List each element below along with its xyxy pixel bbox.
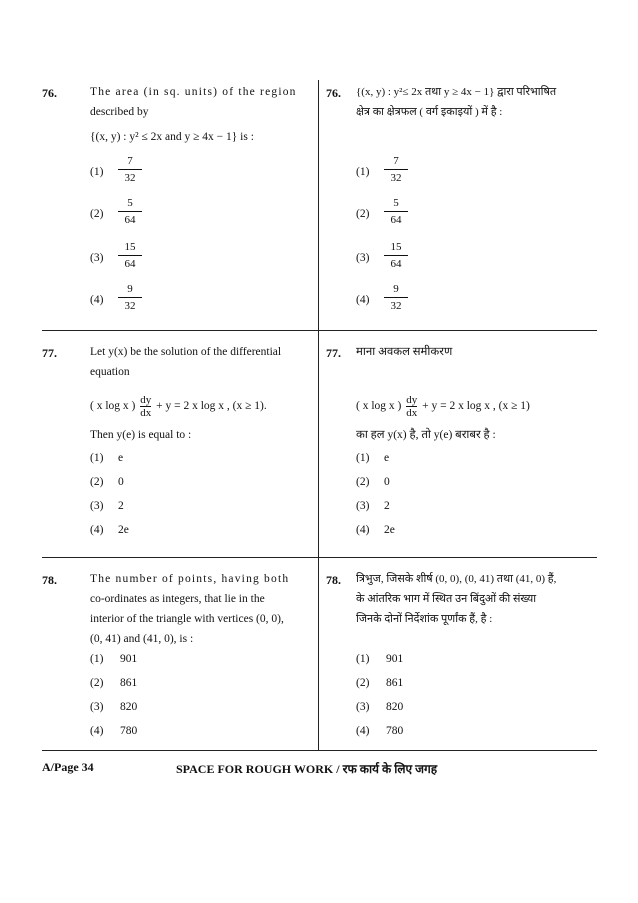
question-text: Let y(x) be the solution of the differential (90, 346, 282, 358)
option-value: 2 (384, 500, 390, 512)
option-label: (3) (356, 252, 370, 264)
question-text: के आंतरिक भाग में स्थित उन बिंदुओं की संख्या (356, 593, 537, 605)
option-value: 820 (386, 701, 404, 713)
question-text: The area (in sq. units) of the region (90, 86, 297, 98)
option-label: (4) (90, 524, 104, 536)
question-text: co-ordinates as integers, that lie in the (90, 593, 265, 605)
option-value: 2e (118, 524, 129, 536)
option-label: (3) (356, 500, 370, 512)
option-value: 780 (386, 725, 404, 737)
option-value: 861 (386, 677, 404, 689)
option-value: 901 (386, 653, 404, 665)
option-value: 0 (118, 476, 124, 488)
question-text: जिनके दोनों निर्देशांक पूर्णांक हैं, है : (356, 613, 493, 625)
option-value: 2e (384, 524, 395, 536)
option-value: 0 (384, 476, 390, 488)
option-label: (4) (90, 725, 104, 737)
option-label: (4) (90, 294, 104, 306)
rough-work-label: SPACE FOR ROUGH WORK / रफ कार्य के लिए जगह (176, 762, 438, 776)
rule-76-77 (42, 330, 597, 331)
question-text: interior of the triangle with vertices (0, 0), (90, 613, 284, 625)
option-value: 2 (118, 500, 124, 512)
option-label: (4) (356, 294, 370, 306)
question-set: {(x, y) : y² ≤ 2x and y ≥ 4x − 1} is : (90, 131, 254, 143)
option-label: (3) (90, 500, 104, 512)
question-text: Then y(e) is equal to : (90, 429, 192, 441)
option-label: (2) (90, 208, 104, 220)
question-text: described by (90, 106, 149, 118)
option-value: 780 (120, 725, 138, 737)
option-label: (2) (356, 476, 370, 488)
question-number: 78. (326, 573, 341, 587)
question-text: {(x, y) : y²≤ 2x तथा y ≥ 4x − 1} द्वारा परिभाषित (356, 86, 557, 98)
question-number: 78. (42, 573, 57, 587)
option-label: (1) (356, 166, 370, 178)
option-value: e (118, 452, 124, 464)
option-fraction: 9 32 (384, 282, 408, 313)
option-value: 901 (120, 653, 138, 665)
option-label: (1) (90, 166, 104, 178)
question-number: 76. (326, 86, 341, 100)
option-label: (1) (90, 653, 104, 665)
column-divider (318, 80, 319, 750)
option-label: (3) (90, 252, 104, 264)
question-number: 77. (326, 346, 341, 360)
differential-equation: ( x log x ) $\frac{dy}{dx}$ + y = 2 x log x , (x ≥ 1) (356, 394, 530, 419)
page-number: A/Page 34 (42, 760, 94, 774)
question-text: (0, 41) and (41, 0), is : (90, 633, 194, 645)
question-number: 76. (42, 86, 57, 100)
option-label: (1) (356, 452, 370, 464)
option-fraction: 7 32 (118, 154, 142, 185)
rule-77-78 (42, 557, 597, 558)
footer-rule (42, 750, 597, 751)
question-text: equation (90, 366, 130, 378)
option-label: (3) (356, 701, 370, 713)
option-label: (4) (356, 524, 370, 536)
option-fraction: 5 64 (118, 196, 142, 227)
question-text: का हल y(x) है, तो y(e) बराबर है : (356, 429, 496, 441)
option-value: e (384, 452, 390, 464)
option-fraction: 5 64 (384, 196, 408, 227)
option-fraction: 7 32 (384, 154, 408, 185)
option-fraction: 15 64 (384, 240, 408, 271)
question-text: The number of points, having both (90, 573, 290, 585)
option-label: (2) (90, 476, 104, 488)
option-label: (2) (356, 677, 370, 689)
option-label: (1) (90, 452, 104, 464)
differential-equation: ( x log x ) $\frac{dy}{dx}$ + y = 2 x log x , (x ≥ 1). (90, 394, 267, 419)
option-label: (4) (356, 725, 370, 737)
question-text: त्रिभुज, जिसके शीर्ष (0, 0), (0, 41) तथा (41, 0) हैं, (356, 573, 557, 585)
option-value: 820 (120, 701, 138, 713)
option-label: (2) (356, 208, 370, 220)
question-text: क्षेत्र का क्षेत्रफल ( वर्ग इकाइयों ) में है : (356, 106, 503, 118)
option-label: (1) (356, 653, 370, 665)
option-value: 861 (120, 677, 138, 689)
question-text: माना अवकल समीकरण (356, 346, 453, 358)
option-label: (2) (90, 677, 104, 689)
question-number: 77. (42, 346, 57, 360)
option-label: (3) (90, 701, 104, 713)
option-fraction: 15 64 (118, 240, 142, 271)
option-fraction: 9 32 (118, 282, 142, 313)
